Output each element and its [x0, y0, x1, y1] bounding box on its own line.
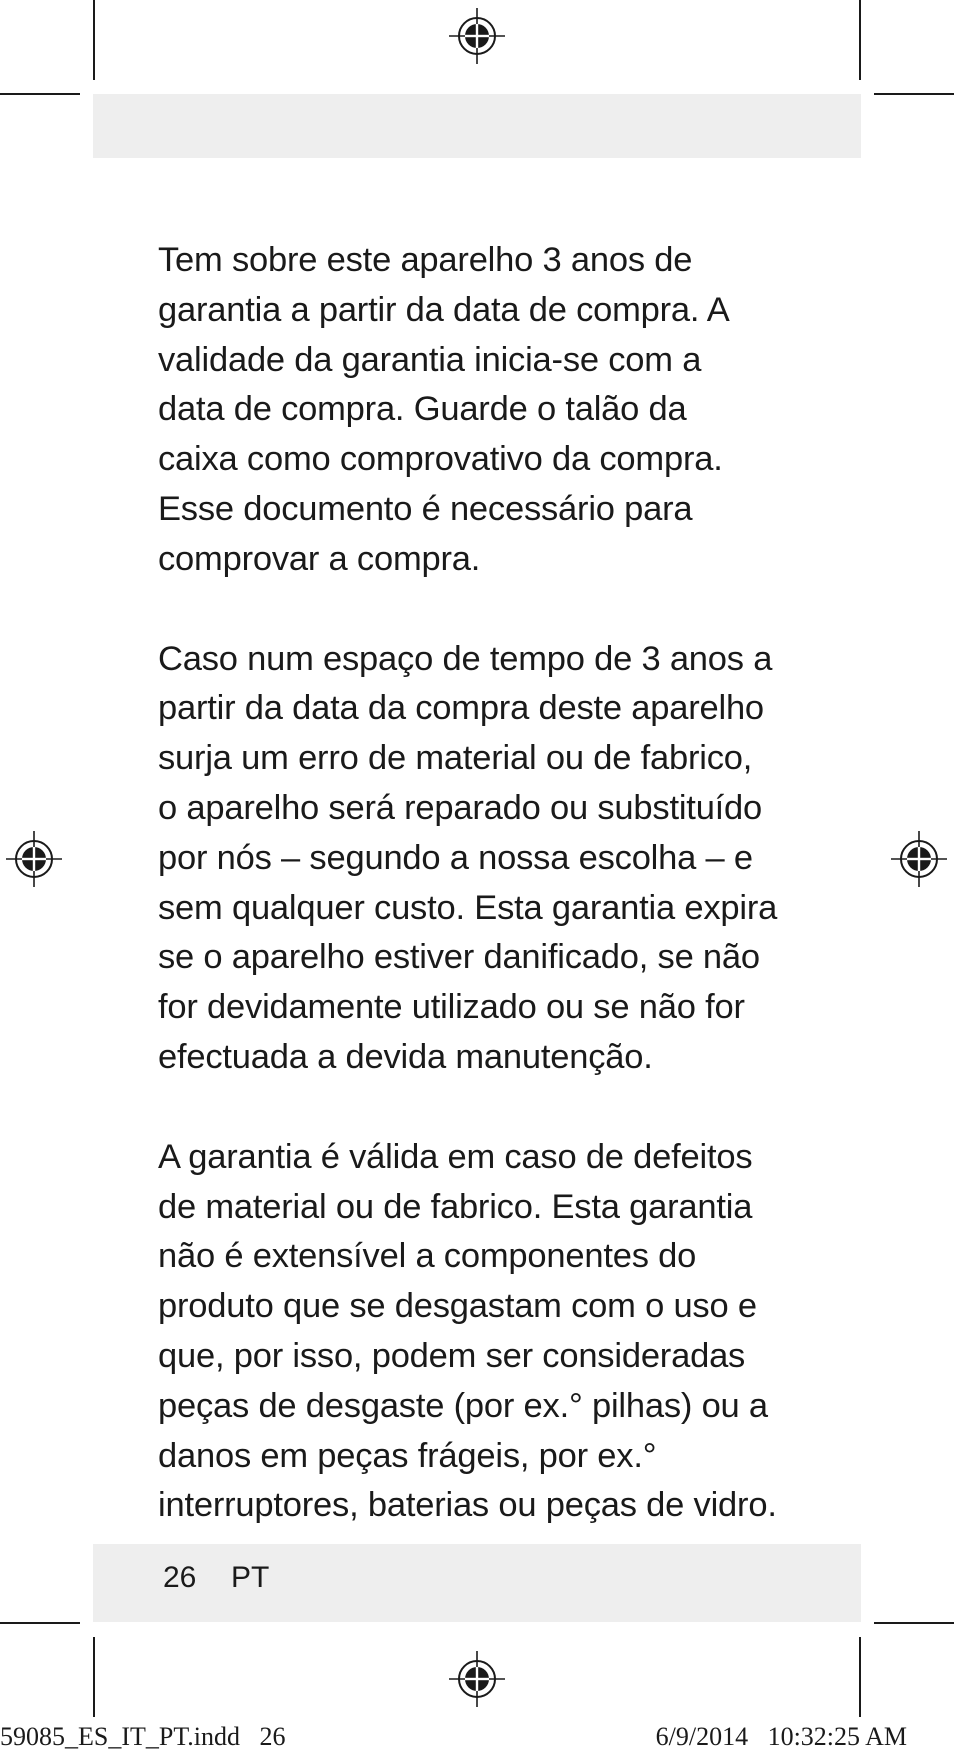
- text-line: Caso num espaço de tempo de 3 anos a: [158, 639, 773, 678]
- crop-mark-top-left-horizontal: [0, 93, 80, 95]
- crop-mark-bottom-left-vertical: [93, 1637, 95, 1717]
- text-line: garantia a partir da data de compra. A: [158, 290, 730, 329]
- text-line: de material ou de fabrico. Esta garantia: [158, 1187, 753, 1226]
- crop-mark-bottom-right-vertical: [859, 1637, 861, 1717]
- text-line: comprovar a compra.: [158, 539, 481, 578]
- paragraph-warranty-period: [158, 236, 818, 585]
- text-line: Tem sobre este aparelho 3 anos de: [158, 241, 693, 279]
- crop-mark-bottom-right-horizontal: [874, 1622, 954, 1624]
- text-line: efectuada a devida manutenção.: [158, 1037, 653, 1076]
- text-line: caixa como comprovativo da compra.: [158, 440, 723, 479]
- slug-timestamp: 6/9/2014 10:32:25 AM: [655, 1722, 907, 1751]
- slug-filename: 59085_ES_IT_PT.indd 26: [0, 1722, 286, 1751]
- text-line: o aparelho será reparado ou substituído: [158, 788, 763, 827]
- page-number: 26: [163, 1561, 197, 1594]
- text-line: interruptores, baterias ou peças de vidro.: [158, 1486, 777, 1525]
- registration-mark-left-icon: [6, 831, 62, 887]
- crop-mark-top-left-vertical: [93, 0, 95, 80]
- text-line: sem qualquer custo. Esta garantia expira: [158, 888, 778, 927]
- text-line: danos em peças frágeis, por ex.°: [158, 1436, 657, 1475]
- text-line: produto que se desgastam com o uso e: [158, 1287, 757, 1326]
- paragraph-warranty-coverage: [158, 635, 818, 1083]
- registration-mark-top-icon: [449, 8, 505, 64]
- text-line: for devidamente utilizado ou se não for: [158, 988, 745, 1027]
- text-line: Esse documento é necessário para: [158, 489, 693, 528]
- registration-mark-bottom-icon: [449, 1651, 505, 1707]
- crop-mark-top-right-vertical: [859, 0, 861, 80]
- text-line: não é extensível a componentes do: [158, 1237, 697, 1276]
- text-line: por nós – segundo a nossa escolha – e: [158, 838, 753, 877]
- paragraph-warranty-exclusions: [158, 1133, 818, 1531]
- text-line: data de compra. Guarde o talão da: [158, 390, 687, 429]
- language-code: PT: [231, 1561, 270, 1594]
- crop-mark-top-right-horizontal: [874, 93, 954, 95]
- text-line: validade da garantia inicia-se com a: [158, 340, 702, 379]
- text-line: partir da data da compra deste aparelho: [158, 689, 764, 728]
- warranty-text: [158, 236, 818, 1581]
- crop-mark-bottom-left-horizontal: [0, 1622, 80, 1624]
- header-band: [93, 94, 861, 158]
- text-line: peças de desgaste (por ex.° pilhas) ou a: [158, 1386, 768, 1425]
- text-line: se o aparelho estiver danificado, se não: [158, 938, 760, 977]
- registration-mark-right-icon: [891, 831, 947, 887]
- text-line: A garantia é válida em caso de defeitos: [158, 1137, 753, 1176]
- text-line: surja um erro de material ou de fabrico,: [158, 739, 753, 778]
- text-line: que, por isso, podem ser consideradas: [158, 1336, 746, 1375]
